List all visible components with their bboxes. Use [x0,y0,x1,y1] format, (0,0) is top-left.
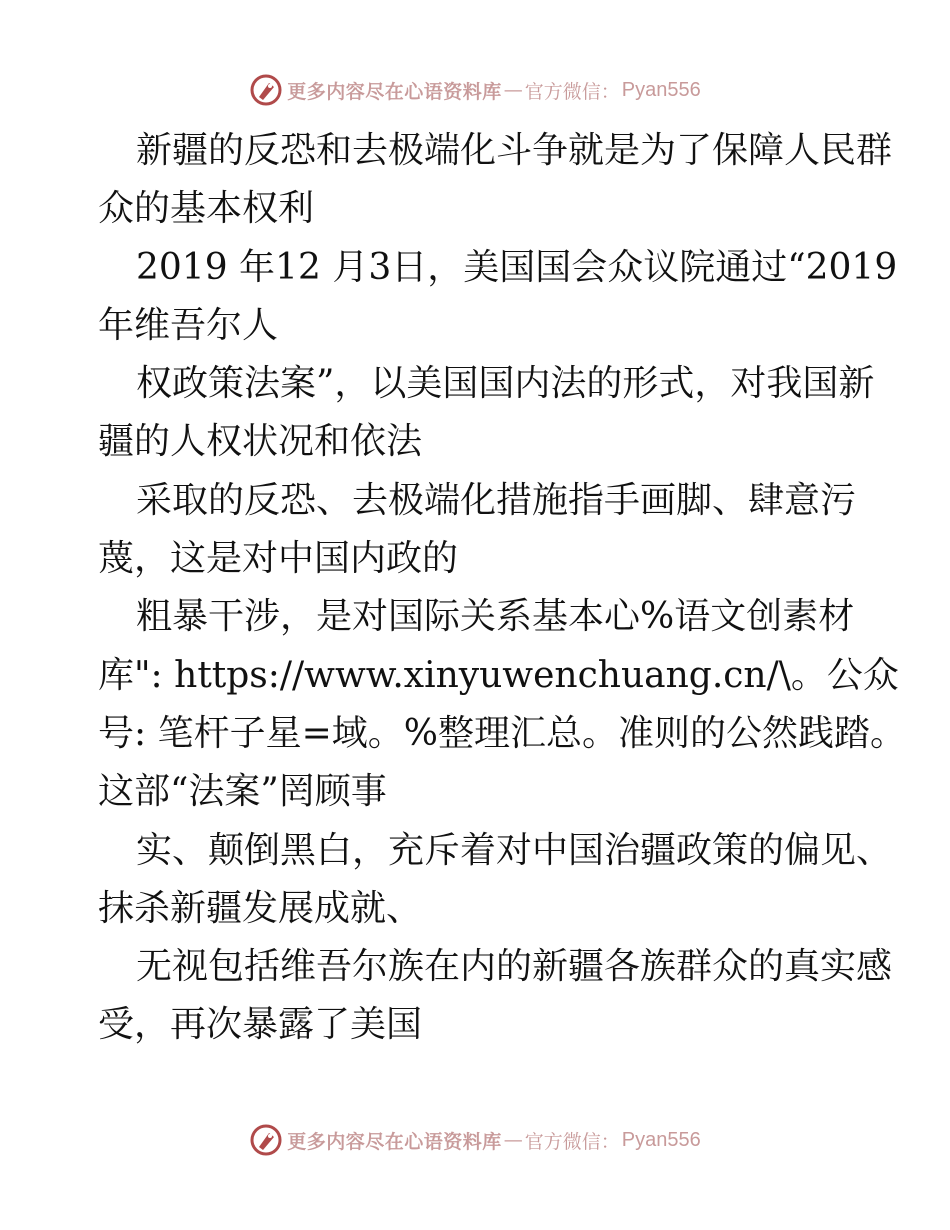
banner-wechat-label: 官方微信： [524,1130,620,1153]
text-line: 蔑，这是对中国内政的 [98,538,459,580]
text-line: 疆的人权状况和依法 [98,421,423,463]
text-line: 这部“法案”罔顾事 [98,771,387,813]
text-line: 无视包括维吾尔族在内的新疆各族群众的真实感 [136,946,893,988]
text-line: 库": https://www.xinyuwenchuang.cn/\。公众 [98,654,899,696]
text-line: 号: 笔杆子星=域。%整理汇总。准则的公然践踏。 [98,712,906,754]
text-line: 年维吾尔人 [98,304,279,346]
footer-banner [0,1120,950,1160]
pen-nib-logo-icon [249,73,283,107]
banner-wechat-id: Pyan556 [621,1128,701,1151]
text-line: 采取的反恐、去极端化措施指手画脚、肆意污 [136,479,857,521]
banner-separator: — [503,79,523,101]
text-line: 受，再次暴露了美国 [98,1004,423,1046]
header-banner [0,70,950,110]
banner-wechat-id: Pyan556 [621,78,701,101]
document-body [98,122,906,1055]
banner-site-text: 更多内容尽在心语资料库 [287,1130,502,1153]
text-line: 实、颠倒黑白，充斥着对中国治疆政策的偏见、 [136,829,893,871]
text-line: 抹杀新疆发展成就、 [98,887,423,929]
pen-nib-logo-icon [249,1123,283,1157]
text-line: 权政策法案”，以美国国内法的形式，对我国新 [136,363,875,405]
text-line: 2019 年12 月3日，美国国会众议院通过“2019 [136,246,898,288]
text-line: 众的基本权利 [98,188,315,230]
banner-separator: — [503,1129,523,1151]
text-line: 新疆的反恐和去极端化斗争就是为了保障人民群 [136,130,893,171]
banner-wechat-label: 官方微信： [524,80,620,103]
banner-site-text: 更多内容尽在心语资料库 [287,80,502,103]
text-line: 粗暴干涉，是对国际关系基本心%语文创素材 [136,596,855,638]
